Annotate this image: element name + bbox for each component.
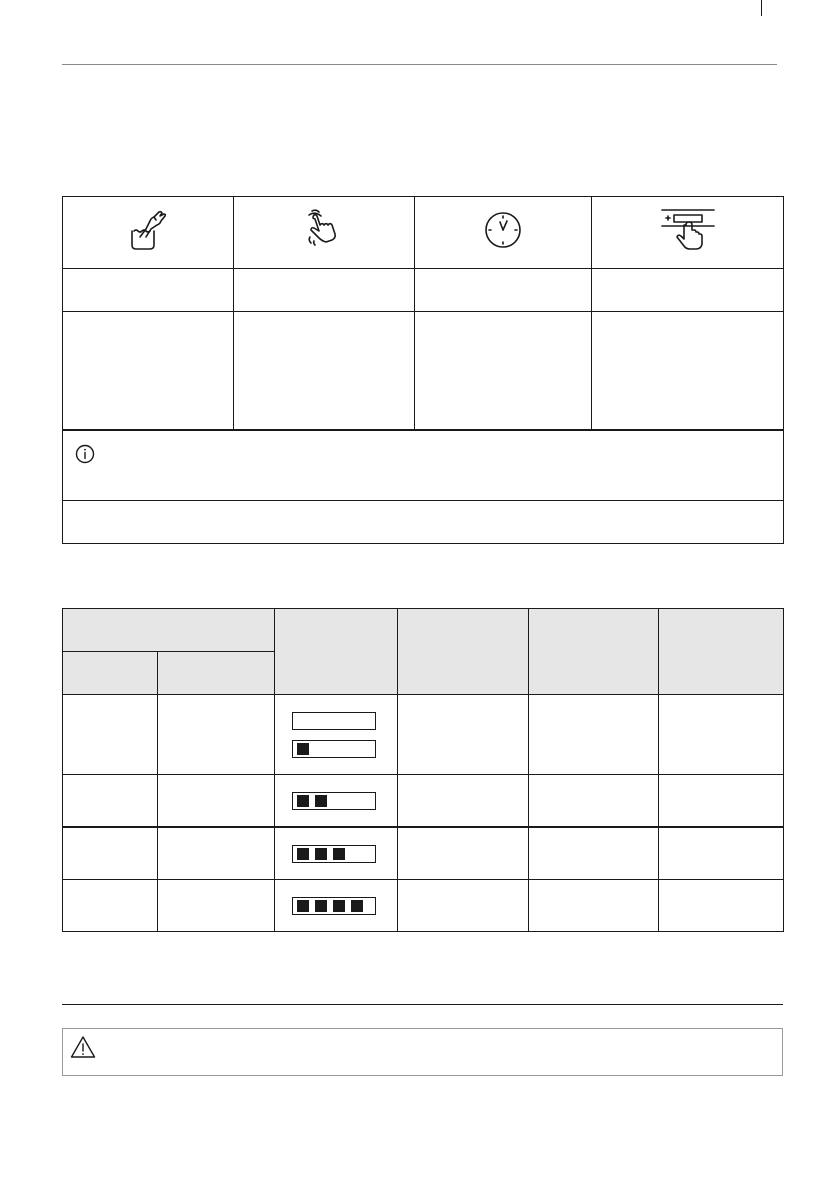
table-cell bbox=[398, 775, 529, 828]
table-cell bbox=[234, 312, 415, 431]
finger-press-display-icon bbox=[660, 207, 716, 253]
table-header-cell bbox=[63, 652, 158, 695]
level-segment bbox=[297, 848, 309, 860]
level-table bbox=[62, 608, 784, 932]
table-row bbox=[63, 269, 784, 312]
crop-mark bbox=[761, 0, 762, 16]
level-segment bbox=[297, 795, 309, 807]
hand-touch-icon bbox=[304, 207, 344, 253]
table-cell bbox=[398, 695, 529, 775]
icon-cell bbox=[234, 197, 415, 269]
table-cell bbox=[529, 827, 659, 880]
table-row bbox=[63, 880, 784, 932]
table-cell bbox=[158, 880, 275, 932]
icon-cell bbox=[415, 197, 592, 269]
level-indicator-bar bbox=[292, 792, 376, 810]
level-segment bbox=[315, 900, 327, 912]
info-icon bbox=[75, 444, 95, 464]
warning-triangle-icon bbox=[70, 1035, 96, 1059]
table-cell bbox=[415, 269, 592, 312]
level-indicator-bar bbox=[292, 897, 376, 915]
level-indicator-bar bbox=[292, 740, 376, 758]
level-indicator-cell bbox=[275, 880, 398, 932]
note-cell bbox=[63, 430, 784, 501]
table-cell bbox=[592, 269, 784, 312]
table-cell bbox=[398, 827, 529, 880]
table-row bbox=[63, 695, 784, 775]
table-row bbox=[63, 775, 784, 828]
table-cell bbox=[659, 880, 784, 932]
level-indicator-bar bbox=[292, 712, 376, 730]
level-segment bbox=[297, 900, 309, 912]
table-header-cell bbox=[529, 609, 659, 695]
level-segment bbox=[315, 795, 327, 807]
footnote-row bbox=[63, 501, 784, 544]
table-header-cell bbox=[275, 609, 398, 695]
table-cell bbox=[529, 695, 659, 775]
level-segment bbox=[333, 900, 345, 912]
table-cell bbox=[63, 695, 158, 775]
table-cell bbox=[659, 827, 784, 880]
footnote-cell bbox=[63, 501, 784, 544]
table-cell bbox=[158, 827, 275, 880]
level-segment bbox=[297, 743, 309, 755]
icon-info-table bbox=[62, 196, 784, 544]
table-cell bbox=[592, 312, 784, 431]
table-cell bbox=[659, 695, 784, 775]
icon-cell bbox=[63, 197, 234, 269]
table-cell bbox=[158, 775, 275, 828]
table-cell bbox=[398, 880, 529, 932]
level-indicator-cell bbox=[275, 775, 398, 828]
table-cell bbox=[63, 827, 158, 880]
level-segment bbox=[351, 900, 363, 912]
level-segment bbox=[315, 848, 327, 860]
table-row bbox=[63, 312, 784, 431]
table-header-cell bbox=[659, 609, 784, 695]
warning-box bbox=[62, 1028, 783, 1076]
hand-wash-icon bbox=[128, 207, 168, 253]
level-indicator-bar bbox=[292, 845, 376, 863]
clock-icon bbox=[483, 210, 523, 250]
table-cell bbox=[415, 312, 592, 431]
level-segment bbox=[333, 848, 345, 860]
table-cell bbox=[63, 775, 158, 828]
header-rule bbox=[62, 64, 777, 65]
table-cell bbox=[158, 695, 275, 775]
icon-row bbox=[63, 197, 784, 269]
table-cell bbox=[529, 775, 659, 828]
table-cell bbox=[63, 312, 234, 431]
table-header-row bbox=[63, 609, 784, 652]
table-header-cell bbox=[158, 652, 275, 695]
table-cell bbox=[63, 880, 158, 932]
table-cell bbox=[234, 269, 415, 312]
section-rule bbox=[62, 1004, 783, 1005]
table-cell bbox=[529, 880, 659, 932]
table-header-cell bbox=[63, 609, 275, 652]
note-row bbox=[63, 430, 784, 501]
table-header-cell bbox=[398, 609, 529, 695]
table-cell bbox=[659, 775, 784, 828]
table-cell bbox=[63, 269, 234, 312]
level-indicator-cell bbox=[275, 695, 398, 775]
level-indicator-cell bbox=[275, 827, 398, 880]
table-row bbox=[63, 827, 784, 880]
icon-cell bbox=[592, 197, 784, 269]
